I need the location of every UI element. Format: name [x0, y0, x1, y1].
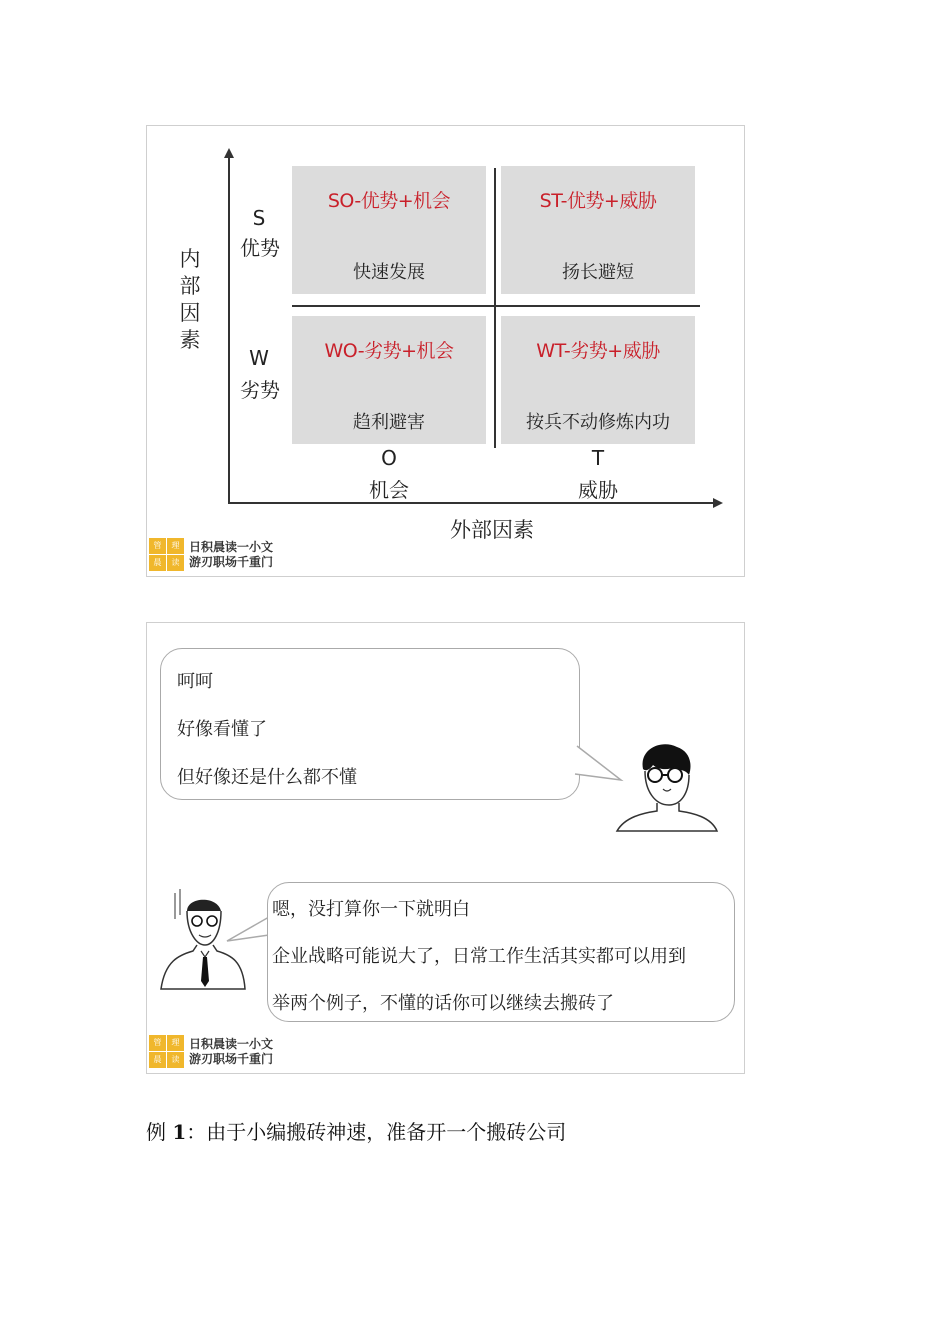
caption-number: 1: [172, 1120, 187, 1144]
row-s-word: 优势: [240, 236, 280, 260]
logo-text: [189, 540, 273, 570]
logo-text: [189, 1037, 273, 1067]
brand-logo: [149, 538, 299, 572]
logo-line-1: 日积晨读一小文: [189, 540, 274, 554]
col-t-word: 威胁: [578, 478, 618, 502]
quadrant-wo-desc: 趋利避害: [353, 412, 425, 433]
logo-badge-char: 管: [149, 1035, 166, 1051]
quadrant-st: [501, 166, 695, 294]
quadrant-divider-horizontal: [292, 305, 700, 307]
y-axis: [228, 156, 230, 504]
swot-diagram-panel: [146, 125, 745, 577]
student-avatar-icon: [613, 741, 723, 833]
row-w-word: 劣势: [240, 378, 280, 402]
x-axis: [228, 502, 716, 504]
y-axis-label: 内 部 因 素: [179, 247, 201, 352]
bubble-line: 呵呵: [177, 671, 213, 692]
logo-badge-char: 读: [167, 555, 184, 571]
quadrant-wt-title: WT-劣势+威胁: [536, 340, 660, 362]
example-caption: [146, 1116, 566, 1145]
x-axis-arrow-icon: [713, 498, 723, 508]
bubble-line: 好像看懂了: [177, 719, 267, 740]
speech-bubble-student: [160, 648, 580, 800]
y-axis-arrow-icon: [224, 148, 234, 158]
logo-badge-icon: [149, 1035, 185, 1069]
speech-bubble-tail-icon: [223, 911, 271, 951]
quadrant-wt-desc: 按兵不动修炼内功: [526, 412, 670, 433]
quadrant-wt: [501, 316, 695, 444]
logo-line-2: 游刃职场千重门: [189, 555, 274, 569]
logo-badge-icon: [149, 538, 185, 572]
logo-badge-char: 读: [167, 1052, 184, 1068]
logo-badge-char: 晨: [149, 1052, 166, 1068]
logo-badge-char: 晨: [149, 555, 166, 571]
logo-line-1: 日积晨读一小文: [189, 1037, 274, 1051]
col-t-letter: T: [591, 446, 605, 470]
caption-text: ：由于小编搬砖神速，准备开一个搬砖公司: [186, 1120, 567, 1144]
logo-badge-char: 理: [167, 538, 184, 554]
col-o-letter: O: [381, 446, 397, 470]
bubble-line: 企业战略可能说大了，日常工作生活其实都可以用到: [272, 946, 686, 967]
row-w-letter: W: [249, 346, 269, 370]
bubble-line: 嗯，没打算你一下就明白: [272, 899, 470, 920]
logo-badge-char: 管: [149, 538, 166, 554]
bubble-line: 举两个例子，不懂的话你可以继续去搬砖了: [272, 993, 614, 1014]
quadrant-wo-title: WO-劣势+机会: [324, 340, 454, 362]
quadrant-so: [292, 166, 486, 294]
quadrant-so-title: SO-优势+机会: [327, 190, 451, 212]
comic-panel: [146, 622, 745, 1074]
x-axis-label: 外部因素: [450, 518, 534, 542]
logo-badge-char: 理: [167, 1035, 184, 1051]
speech-bubble-teacher: [267, 882, 735, 1022]
caption-prefix: 例: [146, 1120, 173, 1144]
brand-logo: [149, 1035, 299, 1069]
bubble-line: 但好像还是什么都不懂: [177, 767, 357, 788]
quadrant-divider-vertical: [494, 168, 496, 448]
quadrant-wo: [292, 316, 486, 444]
quadrant-st-desc: 扬长避短: [562, 262, 634, 283]
quadrant-st-title: ST-优势+威胁: [539, 190, 657, 212]
quadrant-so-desc: 快速发展: [353, 262, 425, 283]
logo-line-2: 游刃职场千重门: [189, 1052, 274, 1066]
row-s-letter: S: [252, 206, 266, 230]
col-o-word: 机会: [369, 478, 409, 502]
